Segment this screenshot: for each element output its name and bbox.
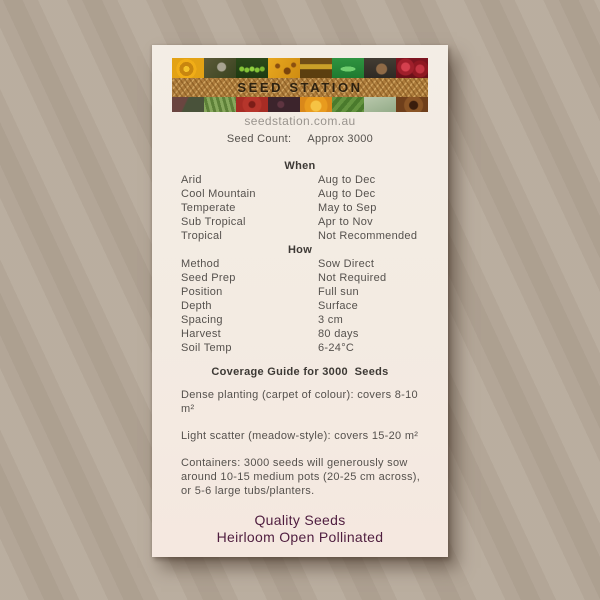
green-leaves-photo-tile (332, 97, 364, 112)
climate-label: Tropical (181, 230, 223, 242)
climate-value: Aug to Dec (318, 174, 376, 186)
how-label: Method (181, 258, 220, 270)
seed-packet-card (152, 45, 448, 557)
banner-photo-strip-bottom (172, 97, 428, 112)
how-value: 80 days (318, 328, 359, 340)
how-value: Sow Direct (318, 258, 375, 270)
seed-packet-photo-tile (300, 58, 332, 78)
when-row (152, 187, 448, 201)
fern-foliage-photo-tile (204, 97, 236, 112)
pumpkin-photo-tile (300, 97, 332, 112)
how-label: Spacing (181, 314, 223, 326)
sunflower-photo-tile (172, 58, 204, 78)
seedling-tray-photo-tile (204, 58, 236, 78)
how-value: Not Required (318, 272, 387, 284)
how-label: Position (181, 286, 223, 298)
seed-count-line (152, 132, 448, 146)
seed-bowl-photo-tile (396, 97, 428, 112)
seed-count-label: Seed Count: (226, 133, 292, 145)
seed-texture-band (172, 78, 428, 97)
how-row (152, 341, 448, 355)
climate-label: Sub Tropical (181, 216, 246, 228)
how-value: Surface (318, 300, 359, 312)
climate-value: Aug to Dec (318, 188, 376, 200)
coverage-guide-title: Coverage Guide for 3000 Seeds (211, 366, 389, 378)
red-poppies-photo-tile (396, 58, 428, 78)
how-row (152, 271, 448, 285)
dense-planting-paragraph: Dense planting (carpet of colour): covers 8-10 m² (181, 389, 418, 415)
how-value: 3 cm (318, 314, 344, 326)
how-value: Full sun (318, 286, 359, 298)
how-row (152, 299, 448, 313)
footer-tagline (152, 512, 448, 546)
how-value: 6-24°C (318, 342, 355, 354)
when-row (152, 215, 448, 229)
light-scatter-paragraph: Light scatter (meadow-style): covers 15-20 m² (181, 430, 419, 442)
seed-row-photo-tile (236, 58, 268, 78)
when-row (152, 229, 448, 243)
how-row (152, 313, 448, 327)
climate-label: Temperate (181, 202, 236, 214)
website-url: seedstation.com.au (244, 114, 356, 128)
pale-blossom-photo-tile (364, 97, 396, 112)
how-label: Soil Temp (181, 342, 232, 354)
how-label: Seed Prep (181, 272, 236, 284)
brand-banner (172, 58, 428, 112)
quality-seeds-text: Quality Seeds (254, 512, 346, 528)
when-row (152, 173, 448, 187)
when-row (152, 201, 448, 215)
containers-paragraph: Containers: 3000 seeds will generously sow around 10-15 medium pots (20-25 cm across), or 5-6 large tubs/planters. (181, 457, 421, 497)
berry-plant-photo-tile (172, 97, 204, 112)
green-pod-photo-tile (332, 58, 364, 78)
how-label: Depth (181, 300, 212, 312)
climate-value: Not Recommended (318, 230, 418, 242)
climate-value: Apr to Nov (318, 216, 373, 228)
how-table (152, 257, 448, 355)
how-section-title: How (287, 244, 313, 256)
mouse-photo-tile (364, 58, 396, 78)
when-section-title: When (284, 160, 316, 172)
red-flower-photo-tile (236, 97, 268, 112)
brand-title: SEED STATION (237, 80, 363, 95)
banner-photo-strip-top (172, 58, 428, 78)
grain-seeds-photo-tile (268, 58, 300, 78)
climate-label: Arid (181, 174, 202, 186)
how-row (152, 285, 448, 299)
when-table (152, 173, 448, 243)
climate-value: May to Sep (318, 202, 377, 214)
dark-berries-photo-tile (268, 97, 300, 112)
climate-label: Cool Mountain (181, 188, 256, 200)
how-row (152, 257, 448, 271)
heirloom-text: Heirloom Open Pollinated (216, 529, 384, 545)
how-label: Harvest (181, 328, 221, 340)
how-row (152, 327, 448, 341)
seed-count-value: Approx 3000 (307, 133, 374, 145)
